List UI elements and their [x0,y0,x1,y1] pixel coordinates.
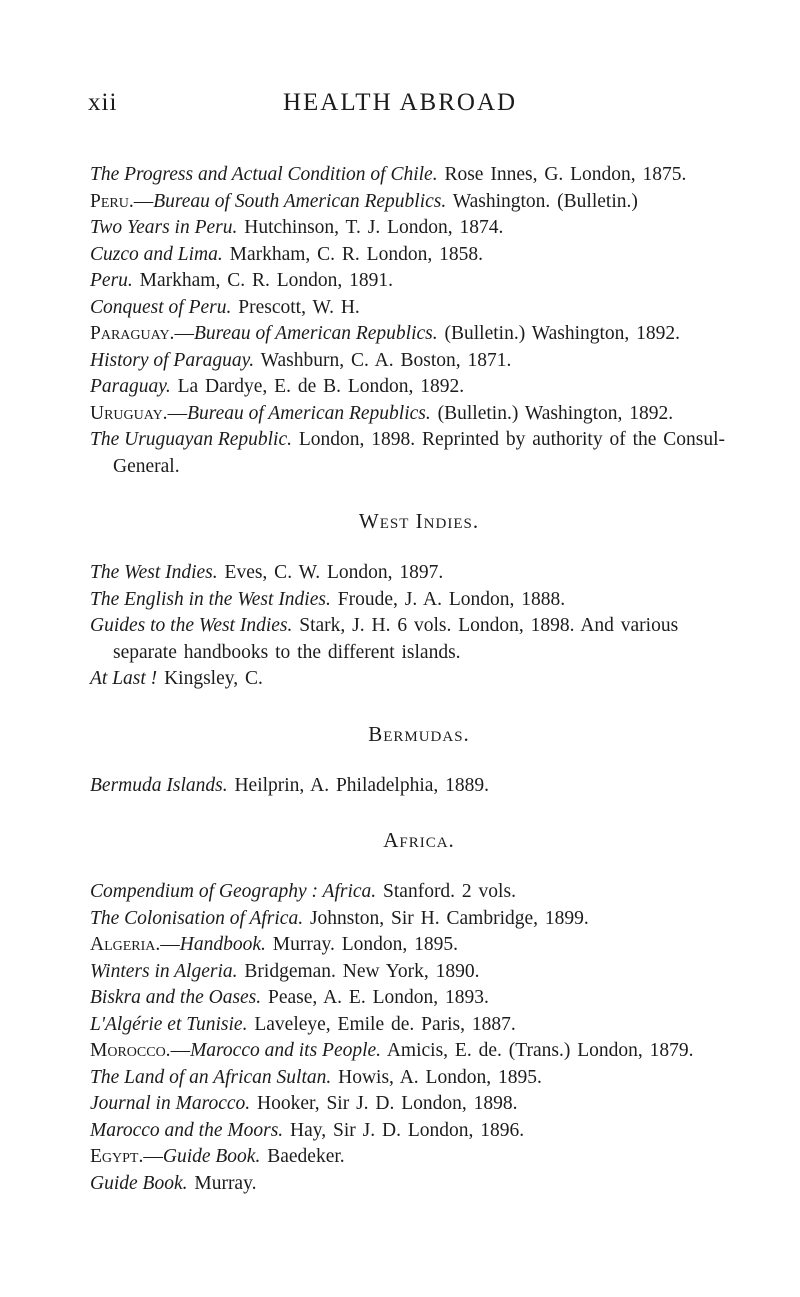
bibliography-entry [90,560,748,587]
bibliography-entry: Egypt.—Guide Book. Baedeker. [90,1146,345,1167]
bibliography-entry [90,1012,748,1039]
entry-details: Amicis, E. de. (Trans.) London, 1879. [381,1040,694,1061]
bibliography-entry [90,666,748,693]
bibliography-entry [90,906,748,933]
entry-country: Peru. [90,190,134,212]
entry-details: Laveleye, Emile de. Paris, 1887. [247,1013,516,1035]
entry-title: Handbook. [179,934,266,955]
entry-details: Eves, C. W. London, 1897. [217,562,444,583]
entry-title: Paraguay. [90,376,171,397]
entry-title: Cuzco and Lima. [90,243,223,265]
bibliography-entry [90,295,748,322]
page-number: xii [88,89,118,116]
section-heading: West Indies. [358,509,480,533]
entry-title: Guides to the West Indies. [90,615,293,636]
entry-title: Compendium of Geography : Africa. [90,881,377,902]
entry-details: Kingsley, C. [157,668,263,689]
entry-country: Algeria. [90,934,161,955]
bibliography-entry [90,162,748,189]
entry-title: The Land of an African Sultan. [90,1066,332,1088]
entry-details: Stanford. 2 vols. [376,881,516,902]
bibliography-entry [90,215,748,242]
entry-details: Pease, A. E. London, 1893. [261,987,489,1008]
section-heading: Bermudas. [368,721,470,746]
entry-details: Heilprin, A. Philadelphia, 1889. [227,774,490,796]
entry-details: Markham, C. R. London, 1858. [222,243,483,265]
entry-title: Journal in Marocco. [90,1093,251,1114]
entry-title: The Progress and Actual Condition of Chile. [90,164,438,185]
entry-title: Two Years in Peru. [90,217,238,238]
entry-title: Bureau of South American Republics. [153,190,447,212]
bibliography-entry: Algeria.—Handbook. Murray. London, 1895. [90,934,459,955]
bibliography-entry [90,1091,748,1118]
bibliography-entry [90,374,748,401]
running-head: HEALTH ABROAD [282,89,518,116]
entry-details: Prescott, W. H. [231,296,360,318]
entry-title: History of Paraguay. [90,349,255,371]
entry-title: At Last ! [90,668,158,689]
bibliography-entry [90,959,748,986]
entry-title: The Uruguayan Republic. [90,429,293,450]
entry-details: Washington. (Bulletin.) [446,190,638,212]
bibliography-entry: Paraguay.—Bureau of American Republics. (Bulletin.) Washington, 1892. [90,323,681,344]
regional-sections [90,508,748,1197]
bibliography-entry: Uruguay.—Bureau of American Republics. (Bulletin.) Washington, 1892. [90,402,674,424]
bibliography-entry [90,985,748,1012]
entry-details: Hooker, Sir J. D. London, 1898. [250,1093,518,1114]
entry-country: Morocco. [90,1040,171,1061]
bibliography-entry [90,773,748,800]
entry-title: Peru. [90,270,133,291]
entry-title: Guide Book. [162,1146,261,1167]
entry-details: Stark, J. H. 6 vols. London, 1898. And various separate handbooks to the different islands. [113,615,679,663]
entry-details: Murray. [187,1172,257,1194]
entry-details: Johnston, Sir H. Cambridge, 1899. [303,907,589,929]
entry-title: Winters in Algeria. [90,960,238,982]
entry-details: Baedeker. [260,1146,345,1167]
bibliography-entry [90,1065,748,1092]
entry-title: Bureau of American Republics. [193,323,438,344]
bibliography-entry [90,613,748,666]
bibliography-entry [90,268,748,295]
entry-details: Markham, C. R. London, 1891. [132,270,394,291]
entry-title: L'Algérie et Tunisie. [90,1013,248,1035]
entry-title: The West Indies. [90,562,218,583]
entry-details: Rose Innes, G. London, 1875. [437,164,687,185]
entry-details: (Bulletin.) Washington, 1892. [437,323,681,344]
entry-title: The Colonisation of Africa. [90,907,304,929]
entry-country: Paraguay. [90,323,175,344]
entry-title: Guide Book. [90,1172,188,1194]
bibliography-entry [90,587,748,614]
entry-details: Hay, Sir J. D. London, 1896. [283,1119,525,1141]
entry-details: Howis, A. London, 1895. [331,1066,542,1088]
entry-details: Bridgeman. New York, 1890. [237,960,480,982]
bibliography-entry [90,427,748,480]
section [90,827,748,1197]
bibliography [90,162,748,1197]
bibliography-entry [90,1118,748,1145]
bibliography-entry: Peru.—Bureau of South American Republics. Washington. (Bulletin.) [90,190,638,212]
bibliography-entry [90,879,748,906]
entry-title: Conquest of Peru. [90,296,232,318]
entry-details: Murray. London, 1895. [265,934,459,955]
entry-details: Washburn, C. A. Boston, 1871. [254,349,512,371]
entry-details: Froude, J. A. London, 1888. [330,588,566,610]
entry-title: Biskra and the Oases. [90,987,262,1008]
entry-details: London, 1898. Reprinted by authority of the Consul-General. [113,429,726,477]
bibliography-entry [90,1171,748,1198]
bibliography-entry [90,348,748,375]
section [90,508,748,693]
entry-country: Uruguay. [90,402,168,424]
entry-details: Hutchinson, T. J. London, 1874. [237,217,504,238]
entry-country: Egypt. [90,1146,144,1167]
bibliography-entry: Morocco.—Marocco and its People. Amicis, E. de. (Trans.) London, 1879. [90,1040,694,1061]
entry-title: The English in the West Indies. [90,588,331,610]
entry-details: La Dardye, E. de B. London, 1892. [170,376,465,397]
entry-title: Bureau of American Republics. [187,402,431,424]
bibliography-entry [90,242,748,269]
section [90,721,748,800]
entry-title: Marocco and its People. [190,1040,382,1061]
entry-title: Marocco and the Moors. [90,1119,284,1141]
entry-title: Bermuda Islands. [90,774,228,796]
entry-details: (Bulletin.) Washington, 1892. [430,402,674,424]
section-heading: Africa. [383,828,455,852]
entry-list-south-america [90,162,748,480]
